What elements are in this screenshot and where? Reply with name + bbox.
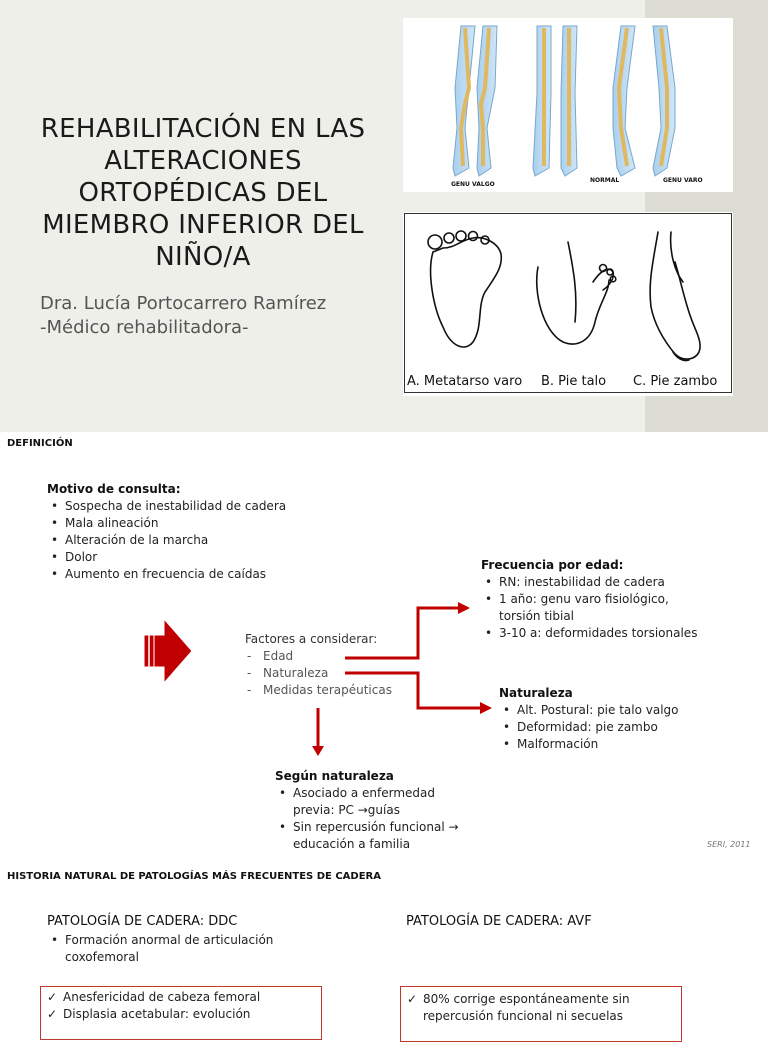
- caption-metatarso-varo: A. Metatarso varo: [407, 374, 523, 389]
- list-item: • RN: inestabilidad de cadera: [481, 574, 711, 591]
- caption-pie-talo: B. Pie talo: [541, 374, 607, 389]
- list-item: • Formación anormal de articulación coxofemoral: [47, 932, 327, 966]
- leg-label-varo: GENU VARO: [663, 177, 703, 184]
- ddc-description: [47, 932, 327, 966]
- author-name: Dra. Lucía Portocarrero Ramírez: [40, 293, 327, 314]
- caption-pie-zambo: C. Pie zambo: [633, 374, 718, 389]
- check-item: ✓ Anesfericidad de cabeza femoral: [45, 989, 321, 1006]
- normal-legs: [533, 26, 577, 176]
- leg-label-valgo: GENU VALGO: [451, 181, 495, 188]
- motivo-title: Motivo de consulta:: [47, 482, 181, 496]
- author-block: [40, 292, 400, 340]
- frecuencia-block: [481, 557, 711, 642]
- list-item: • 1 año: genu varo fisiológico, torsión tibial: [481, 591, 711, 625]
- list-item: • 3-10 a: deformidades torsionales: [481, 625, 711, 642]
- list-item: • Alteración de la marcha: [47, 532, 347, 549]
- foot-deformities-figure: [403, 212, 733, 396]
- list-item: • Mala alineación: [47, 515, 347, 532]
- legs-alignment-figure: [403, 18, 733, 192]
- check-item: ✓ Displasia acetabular: evolución: [45, 1006, 321, 1023]
- genu-varo-legs: [613, 26, 675, 176]
- motivo-consulta-block: [47, 481, 347, 583]
- list-item: • Deformidad: pie zambo: [499, 719, 729, 736]
- segun-naturaleza-block: [275, 768, 475, 853]
- leg-label-normal: NORMAL: [590, 177, 620, 184]
- arrow-to-frecuencia: [345, 608, 460, 658]
- list-item: • Aumento en frecuencia de caídas: [47, 566, 347, 583]
- connector-arrows: [300, 598, 500, 758]
- list-item: • Sin repercusión funcional → educación a familia: [275, 819, 475, 853]
- list-item: - Edad: [245, 648, 435, 665]
- naturaleza-block: [499, 685, 729, 753]
- segun-title: Según naturaleza: [275, 769, 394, 783]
- factores-title: Factores a considerar:: [245, 632, 378, 646]
- list-item: - Medidas terapéuticas: [245, 682, 435, 699]
- list-item: • Dolor: [47, 549, 347, 566]
- section-heading-historia: HISTORIA NATURAL DE PATOLOGÍAS MÁS FRECUENTES DE CADERA: [7, 871, 381, 882]
- ddc-checklist: [40, 986, 322, 1040]
- source-citation: SERI, 2011: [707, 840, 751, 849]
- check-item: ✓ 80% corrige espontáneamente sin repercusión funcional ni secuelas: [405, 991, 681, 1025]
- naturaleza-title: Naturaleza: [499, 686, 573, 700]
- legs-drawing: [403, 18, 733, 192]
- author-role: -Médico rehabilitadora-: [40, 317, 249, 338]
- list-item: • Malformación: [499, 736, 729, 753]
- title-slide: [0, 0, 768, 432]
- list-item: • Alt. Postural: pie talo valgo: [499, 702, 729, 719]
- big-red-arrow-icon: [140, 617, 195, 685]
- frecuencia-title: Frecuencia por edad:: [481, 558, 624, 572]
- avf-checklist: [400, 986, 682, 1042]
- arrow-to-naturaleza: [345, 673, 482, 708]
- list-item: • Sospecha de inestabilidad de cadera: [47, 498, 347, 515]
- feet-drawing: [403, 212, 733, 372]
- list-item: - Naturaleza: [245, 665, 435, 682]
- slide-title: REHABILITACIÓN EN LAS ALTERACIONES ORTOPÉDICAS DEL MIEMBRO INFERIOR DEL NIÑO/A: [40, 114, 366, 272]
- section-heading-definicion: DEFINICIÓN: [7, 438, 73, 449]
- list-item: • Asociado a enfermedad previa: PC →guías: [275, 785, 475, 819]
- genu-valgo-legs: [453, 26, 497, 176]
- avf-title: PATOLOGÍA DE CADERA: AVF: [406, 914, 592, 929]
- ddc-title: PATOLOGÍA DE CADERA: DDC: [47, 914, 238, 929]
